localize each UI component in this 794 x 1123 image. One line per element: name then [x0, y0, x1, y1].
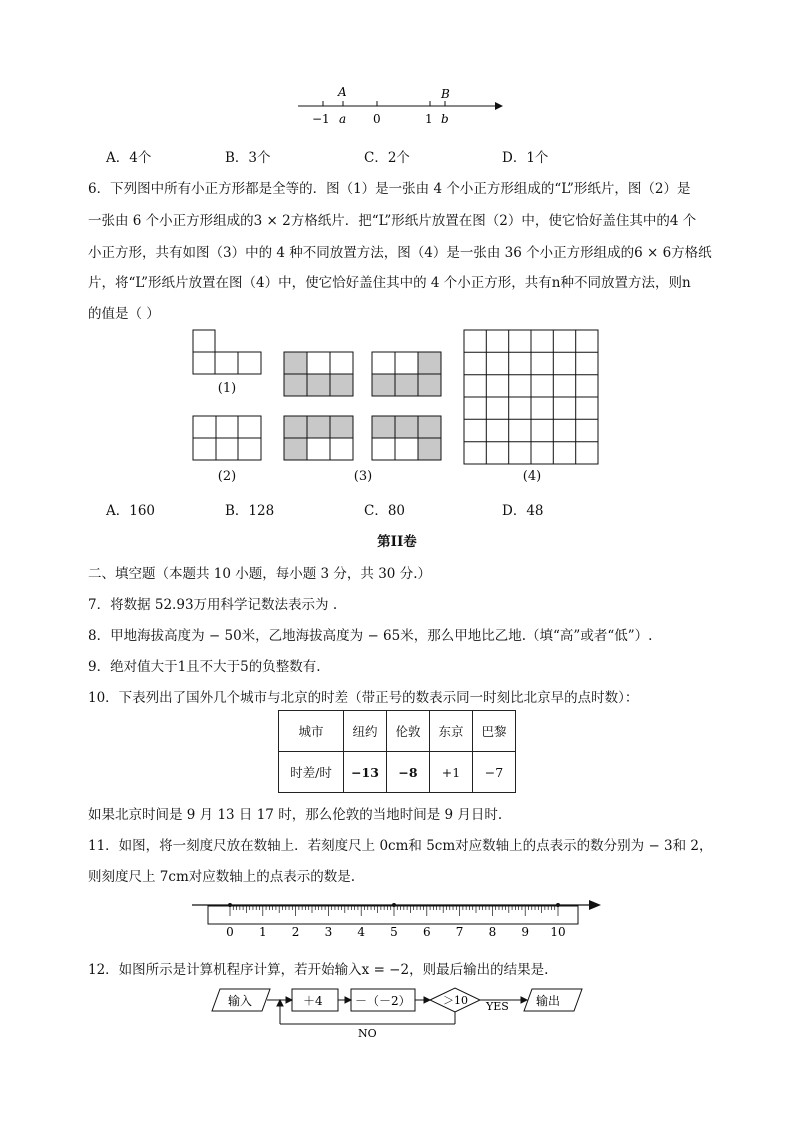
q10-after: 如果北京时间是 9 月 13 日 17 时，那么伦敦的当地时间是 9 月日时.: [88, 807, 503, 823]
q6-line-4: 片，将“L”形纸片放置在图（4）中，使它恰好盖住其中的 4 个小正方形，共有n种不同放置方法，则n: [88, 275, 691, 291]
ruler-label: 3: [324, 925, 333, 939]
ruler-label: 5: [390, 925, 398, 939]
label-A: A: [338, 85, 347, 99]
table-cell: −13: [344, 752, 387, 793]
q12-text: 12．如图所示是计算机程序计算，若开始输入x = −2，则最后输出的结果是.: [88, 962, 549, 978]
label-B: B: [441, 87, 450, 101]
q7-text: 7．将数据 52.93万用科学记数法表示为 .: [88, 597, 338, 613]
tick-neg1: −1: [312, 112, 330, 126]
q6-option-c[interactable]: C．80: [364, 503, 406, 519]
q8-text: 8．甲地海拔高度为 − 50米，乙地海拔高度为 − 65米，那么甲地比乙地.（填“高”或者“低”）.: [88, 628, 653, 644]
ruler-point: [556, 903, 560, 907]
table-cell: 伦敦: [387, 711, 430, 752]
table-cell: 巴黎: [473, 711, 516, 752]
q6-option-b[interactable]: B．128: [225, 503, 275, 519]
tick-a: a: [339, 112, 347, 126]
q9-text: 9．绝对值大于1且不大于5的负整数有.: [88, 659, 321, 675]
ruler-label: 6: [422, 925, 431, 939]
q6-option-a[interactable]: A．160: [106, 503, 156, 519]
ruler-label: 8: [488, 925, 497, 939]
tick-1: 1: [425, 112, 433, 126]
ruler-point: [392, 903, 396, 907]
q5-option-d[interactable]: D．1个: [502, 150, 549, 166]
ruler-label: 2: [291, 925, 300, 939]
flow-output-label: 输出: [536, 994, 561, 1008]
table-cell: 纽约: [344, 711, 387, 752]
q5-option-b[interactable]: B．3个: [225, 150, 271, 166]
table-cell: −8: [387, 752, 430, 793]
table-cell: 时差/时: [279, 752, 344, 793]
caption-3: (3): [353, 469, 373, 484]
table-row: [279, 711, 516, 752]
tick-0: 0: [373, 112, 381, 126]
caption-4: (4): [522, 469, 542, 484]
timezone-table: [278, 710, 516, 793]
flow-step1-label: ＋4: [303, 994, 323, 1008]
table-cell: 东京: [430, 711, 473, 752]
q6-line-5: 的值是（ ）: [88, 306, 160, 322]
section-title: 第II卷: [377, 534, 417, 550]
ruler-point: [228, 903, 232, 907]
ruler-label: 1: [258, 925, 267, 939]
flow-cond-label: ＞10: [443, 994, 468, 1007]
flow-yes-label: YES: [486, 1000, 509, 1013]
table-row: [279, 752, 516, 793]
caption-2: (2): [217, 469, 237, 484]
ruler-label: 4: [357, 925, 366, 939]
table-cell: −7: [473, 752, 516, 793]
q12-flowchart: [210, 983, 610, 1043]
q10-text: 10．下表列出了国外几个城市与北京的时差（带正号的数表示同一时刻比北京早的点时数）：: [88, 690, 639, 706]
table-cell: 城市: [279, 711, 344, 752]
q6-line-1: 6．下列图中所有小正方形都是全等的．图（1）是一张由 4 个小正方形组成的“L”形纸片，图（2）是: [88, 181, 691, 197]
flow-input-label: 输入: [228, 994, 253, 1008]
q11-line-1: 11．如图，将一刻度尺放在数轴上．若刻度尺上 0cm和 5cm对应数轴上的点表示的数分别为 − 3和 2，: [88, 838, 713, 854]
q5-option-c[interactable]: C．2个: [364, 150, 410, 166]
q6-line-2: 一张由 6 个小正方形组成的3 × 2方格纸片．把“L”形纸片放置在图（2）中，使它恰好盖住其中的4 个: [88, 213, 697, 229]
q11-ruler-figure: [190, 892, 610, 942]
q6-option-d[interactable]: D．48: [502, 503, 544, 519]
ruler-label: 0: [226, 925, 234, 939]
q5-number-line: [290, 82, 510, 132]
q6-line-3: 小正方形，共有如图（3）中的 4 种不同放置方法，图（4）是一张由 36 个小正方形组成的6 × 6方格纸: [88, 245, 712, 261]
flow-step2-label: －（－2）: [355, 994, 411, 1008]
q6-figures: [190, 328, 610, 468]
table-cell: +1: [430, 752, 473, 793]
ruler-label: 7: [455, 925, 464, 939]
caption-1: (1): [217, 381, 237, 396]
q11-line-2: 则刻度尺上 7cm对应数轴上的点表示的数是.: [88, 869, 356, 885]
q5-option-a[interactable]: A．4个: [106, 150, 152, 166]
ruler-label: 9: [521, 925, 530, 939]
section-heading: 二、填空题（本题共 10 小题，每小题 3 分，共 30 分.）: [88, 566, 431, 582]
ruler-label: 10: [550, 925, 566, 939]
tick-b: b: [441, 112, 449, 126]
flow-no-label: NO: [358, 1027, 377, 1040]
